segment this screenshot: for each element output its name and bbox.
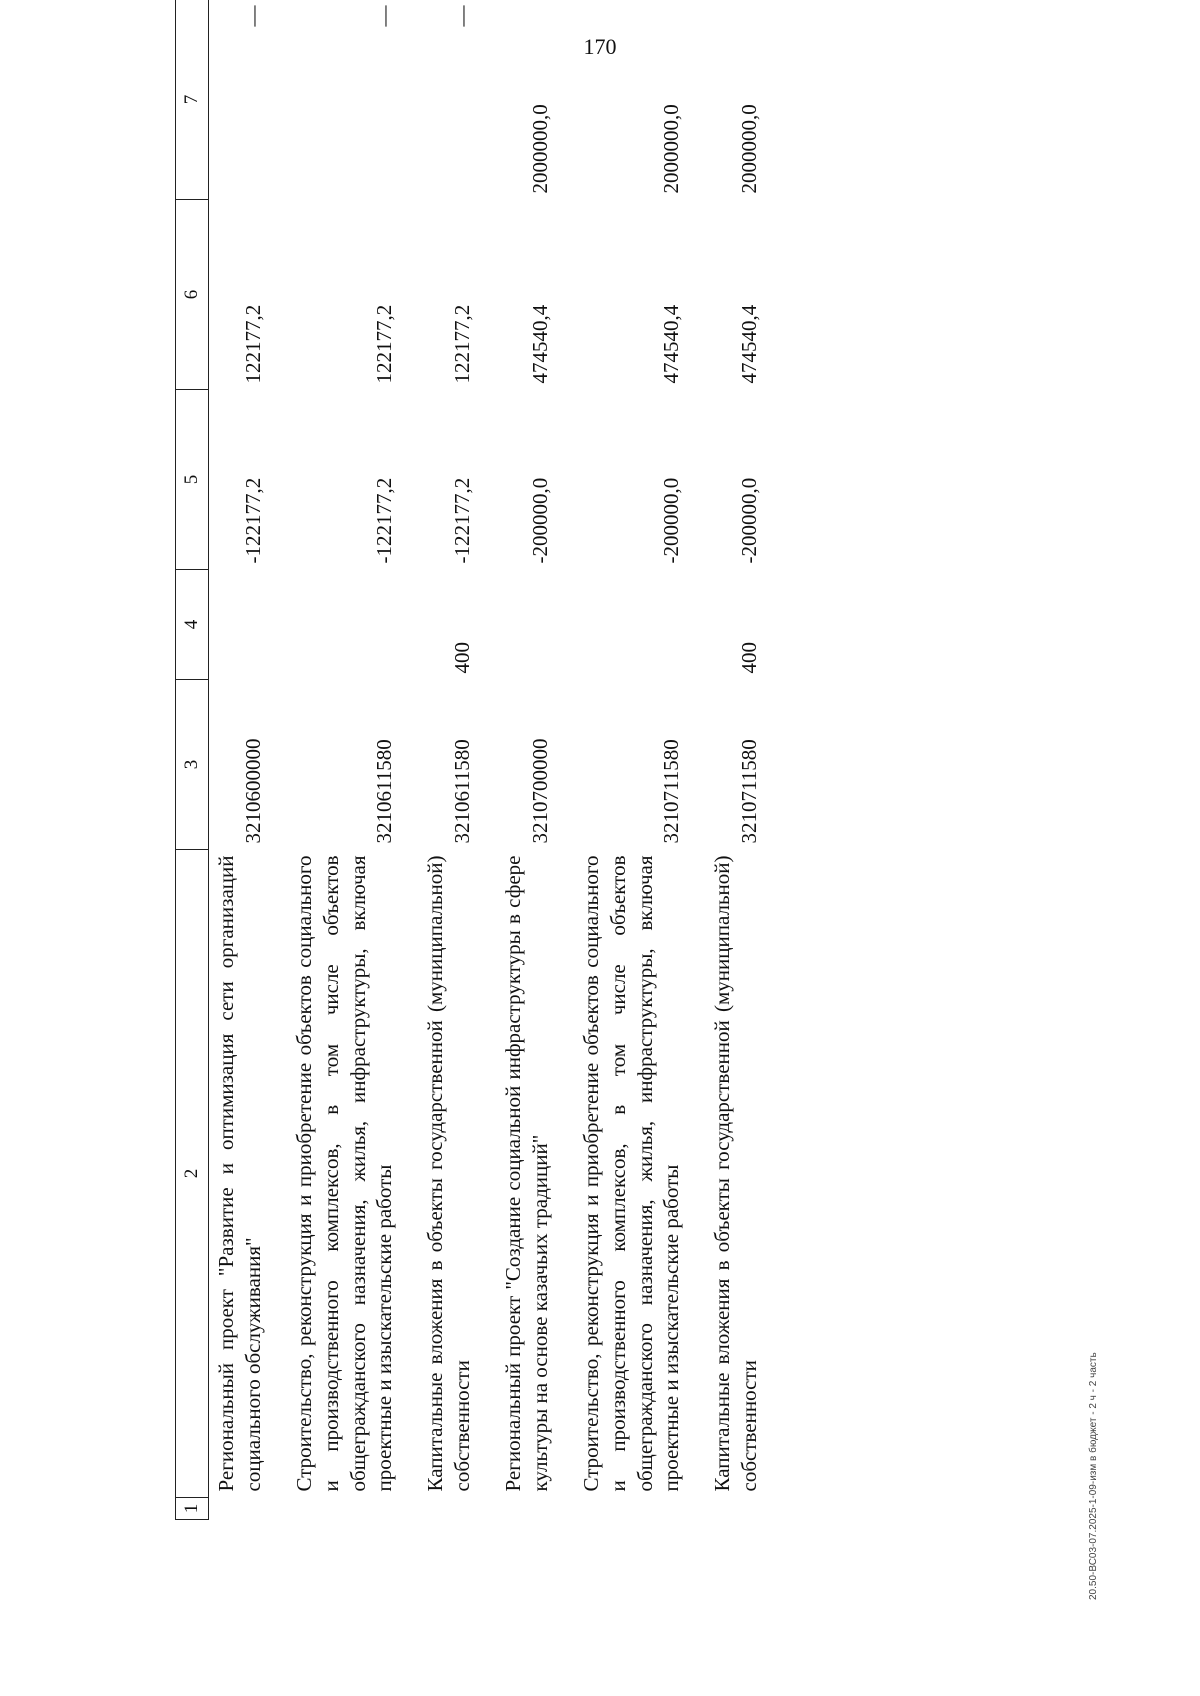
row-col6: 122177,2	[240, 304, 265, 384]
row-col5: -122177,2	[450, 477, 475, 564]
table-row	[478, 0, 556, 1520]
page-number: 170	[583, 34, 617, 59]
row-col6: 474540,4	[737, 304, 762, 384]
row-col7: —	[240, 5, 265, 27]
column-header: 4	[176, 570, 209, 680]
column-header: 2	[176, 850, 209, 1498]
table-row	[400, 0, 478, 1520]
row-vr: 400	[450, 642, 475, 674]
row-vr	[478, 570, 556, 680]
row-vr	[269, 570, 401, 680]
row-col7: —	[372, 5, 397, 27]
row-col7: 2000000,0	[737, 104, 762, 194]
row-code: 3210711580	[659, 739, 684, 844]
row-name: Строительство, реконструкция и приобретение объектов социального и производственного комплексов, в том числе объектов общегражданского назначения, жилья, инфраструктуры, включая проектные и изыскательские работы	[578, 855, 684, 1492]
row-col5: -200000,0	[737, 477, 762, 564]
row-vr	[209, 570, 269, 680]
column-header: 3	[176, 680, 209, 850]
row-col5: -122177,2	[372, 477, 397, 564]
row-col5: -122177,2	[240, 477, 265, 564]
row-vr	[556, 570, 688, 680]
table-header-row	[176, 0, 209, 1520]
row-col7: 2000000,0	[527, 104, 552, 194]
table-row	[556, 0, 688, 1520]
row-col6: 474540,4	[659, 304, 684, 384]
row-name: Строительство, реконструкция и приобретение объектов социального и производственного комплексов, в том числе объектов общегражданского назначения, жилья, инфраструктуры, включая проектные и изыскательские работы	[291, 855, 397, 1492]
column-header: 7	[176, 0, 209, 200]
row-name: Региональный проект "Развитие и оптимизация сети организаций социального обслуживания"	[214, 855, 265, 1492]
row-col6: 122177,2	[450, 304, 475, 384]
row-col7: 2000000,0	[659, 104, 684, 194]
row-vr: 400	[737, 642, 762, 674]
table-row	[269, 0, 401, 1520]
row-code: 3210711580	[737, 739, 762, 844]
column-header: 1	[176, 1498, 209, 1520]
row-name: Региональный проект "Создание социальной инфраструктуры в сфере культуры на основе казачьих традиций"	[501, 855, 552, 1492]
row-col6: 474540,4	[527, 304, 552, 384]
column-header: 5	[176, 390, 209, 570]
row-code: 3210611580	[450, 739, 475, 844]
row-col6: 122177,2	[372, 304, 397, 384]
column-header: 6	[176, 200, 209, 390]
table-row	[687, 0, 765, 1520]
row-code: 3210600000	[240, 738, 265, 844]
row-col7: —	[450, 5, 475, 27]
row-col5: -200000,0	[659, 477, 684, 564]
budget-table	[175, 0, 765, 1520]
rotated-table-container	[175, 0, 935, 1520]
row-col5: -200000,0	[527, 477, 552, 564]
table-row	[209, 0, 269, 1520]
row-name: Капитальные вложения в объекты государственной (муниципальной) собственности	[423, 855, 475, 1492]
row-name: Капитальные вложения в объекты государственной (муниципальной) собственности	[710, 855, 762, 1492]
footer-document-code: 20.50-ВС03-07.2025-1-09-изм в бюджет - 2 ч - 2 часть	[1088, 1352, 1099, 1600]
row-code: 3210700000	[527, 738, 552, 844]
row-code: 3210611580	[372, 739, 397, 844]
